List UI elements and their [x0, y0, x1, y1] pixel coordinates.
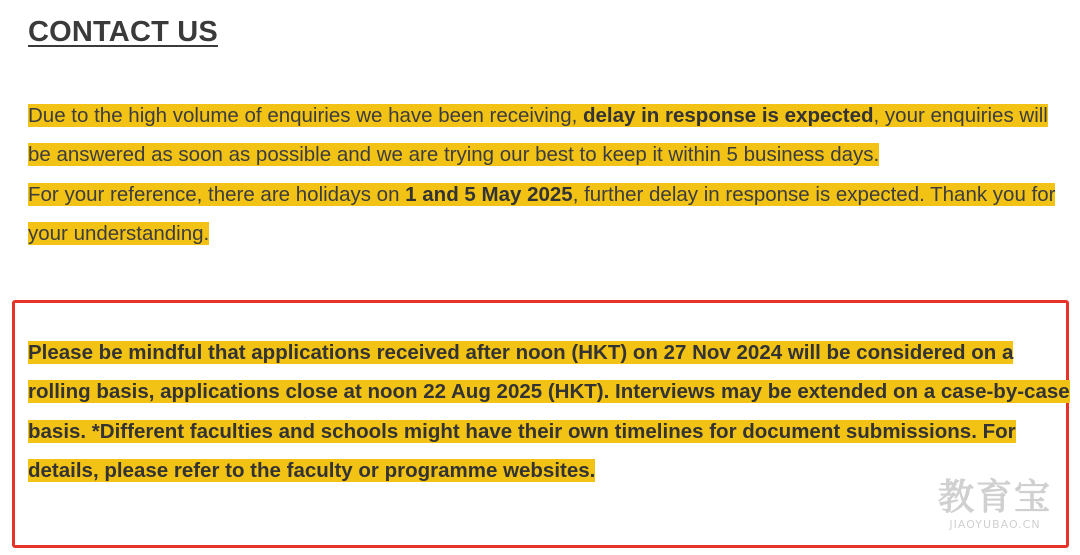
- notice-text: , your enquiries will be answered as soon as possible and we are trying our best to keep it within 5 business days.: [28, 104, 1048, 167]
- notice-text: , further delay in response is expected. Thank you for your understanding.: [28, 182, 1056, 245]
- notice-text: Due to the high volume of enquiries we have been receiving,: [28, 104, 583, 127]
- important-notice: [28, 333, 1073, 490]
- important-notice-text: Please be mindful that applications received after noon (HKT) on 27 Nov 2024 will be considered on a rolling basis, applications close at noon 22 Aug 2025 (HKT). Interviews may be extended on a case-by-case basis. *Different faculties and schools might have their own timelines for document submissions. For details, please refer to the faculty or programme websites.: [28, 341, 1070, 482]
- watermark-url: JIAOYUBAO.CN: [949, 518, 1041, 531]
- watermark-logo: 教育宝: [937, 477, 1052, 518]
- holiday-dates: 1 and 5 May 2025: [405, 182, 573, 206]
- notice-line-1: [28, 104, 1048, 166]
- watermark: [930, 477, 1060, 531]
- page-title: CONTACT US: [28, 16, 218, 48]
- notice-text: For your reference, there are holidays on: [28, 182, 406, 206]
- delay-notice: [28, 96, 1068, 253]
- notice-emphasis: delay in response is expected: [582, 104, 874, 127]
- notice-line-2: [28, 183, 1055, 245]
